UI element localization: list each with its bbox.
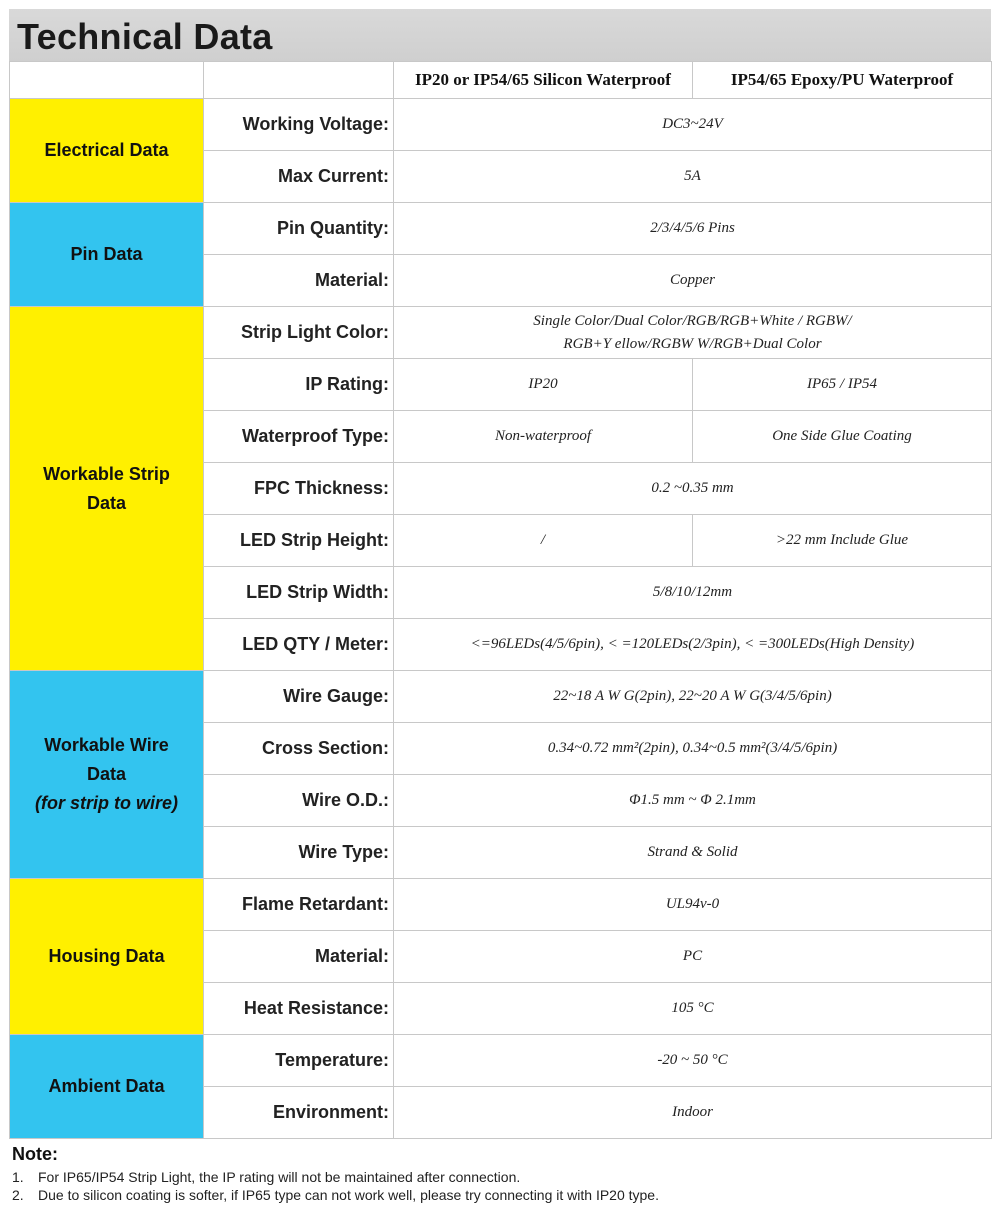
row-value: Strand & Solid [394, 827, 992, 879]
row-label: Material: [204, 255, 394, 307]
row-value-left: / [394, 515, 693, 567]
row-value-left: IP20 [394, 359, 693, 411]
row-label: Wire Gauge: [204, 671, 394, 723]
group-ambient-data: Ambient Data [10, 1035, 204, 1139]
note-item [12, 1187, 991, 1203]
row-value: 105 °C [394, 983, 992, 1035]
group-housing-data: Housing Data [10, 879, 204, 1035]
table-row [10, 1035, 992, 1087]
row-value-left: Non-waterproof [394, 411, 693, 463]
header-empty-cell [10, 62, 204, 99]
row-label: Strip Light Color: [204, 307, 394, 359]
table-row [10, 671, 992, 723]
row-value: -20 ~ 50 °C [394, 1035, 992, 1087]
row-label: Max Current: [204, 151, 394, 203]
row-value: Copper [394, 255, 992, 307]
table-header-row [10, 62, 992, 99]
row-value: 0.34~0.72 mm²(2pin), 0.34~0.5 mm²(3/4/5/6pin) [394, 723, 992, 775]
row-label: LED Strip Height: [204, 515, 394, 567]
row-value: Indoor [394, 1087, 992, 1139]
row-value: Φ1.5 mm ~ Φ 2.1mm [394, 775, 992, 827]
row-value: 5/8/10/12mm [394, 567, 992, 619]
note-section [9, 1138, 991, 1212]
row-value: Single Color/Dual Color/RGB/RGB+White / RGBW/ RGB+Y ellow/RGBW W/RGB+Dual Color [394, 307, 992, 359]
title-bar [9, 9, 991, 62]
row-value: 22~18 A W G(2pin), 22~20 A W G(3/4/5/6pin) [394, 671, 992, 723]
row-label: Material: [204, 931, 394, 983]
row-value: 0.2 ~0.35 mm [394, 463, 992, 515]
row-label: Pin Quantity: [204, 203, 394, 255]
row-value: <=96LEDs(4/5/6pin), < =120LEDs(2/3pin), < =300LEDs(High Density) [394, 619, 992, 671]
row-value: 2/3/4/5/6 Pins [394, 203, 992, 255]
row-value: UL94v-0 [394, 879, 992, 931]
table-row [10, 99, 992, 151]
technical-data-table [9, 61, 992, 1139]
row-value-right: >22 mm Include Glue [693, 515, 992, 567]
row-value: DC3~24V [394, 99, 992, 151]
group-workable-strip-data: Workable Strip Data [10, 307, 204, 671]
header-col-silicon: IP20 or IP54/65 Silicon Waterproof [394, 62, 693, 99]
group-workable-wire-data: Workable Wire Data (for strip to wire) [10, 671, 204, 879]
row-label: Temperature: [204, 1035, 394, 1087]
note-item [12, 1169, 991, 1185]
row-label: Wire Type: [204, 827, 394, 879]
row-label: Environment: [204, 1087, 394, 1139]
row-label: Wire O.D.: [204, 775, 394, 827]
row-value: 5A [394, 151, 992, 203]
note-text: For IP65/IP54 Strip Light, the IP rating will not be maintained after connection. [38, 1169, 521, 1185]
note-text: Due to silicon coating is softer, if IP65 type can not work well, please try connecting it with IP20 type. [38, 1187, 659, 1203]
group-electrical-data: Electrical Data [10, 99, 204, 203]
group-subtitle: (for strip to wire) [35, 792, 178, 813]
note-number: 1. [12, 1169, 24, 1185]
row-label: Cross Section: [204, 723, 394, 775]
row-value: PC [394, 931, 992, 983]
note-title: Note: [12, 1144, 58, 1164]
row-label: Heat Resistance: [204, 983, 394, 1035]
table-row [10, 307, 992, 359]
table-row [10, 879, 992, 931]
page-title: Technical Data [17, 16, 273, 57]
row-label: LED Strip Width: [204, 567, 394, 619]
row-label: IP Rating: [204, 359, 394, 411]
row-label: Flame Retardant: [204, 879, 394, 931]
note-number: 2. [12, 1187, 24, 1203]
row-label: LED QTY / Meter: [204, 619, 394, 671]
row-value-right: IP65 / IP54 [693, 359, 992, 411]
group-pin-data: Pin Data [10, 203, 204, 307]
row-label: Waterproof Type: [204, 411, 394, 463]
row-value-right: One Side Glue Coating [693, 411, 992, 463]
row-label: Working Voltage: [204, 99, 394, 151]
table-row [10, 203, 992, 255]
header-empty-cell [204, 62, 394, 99]
header-col-epoxy: IP54/65 Epoxy/PU Waterproof [693, 62, 992, 99]
row-label: FPC Thickness: [204, 463, 394, 515]
